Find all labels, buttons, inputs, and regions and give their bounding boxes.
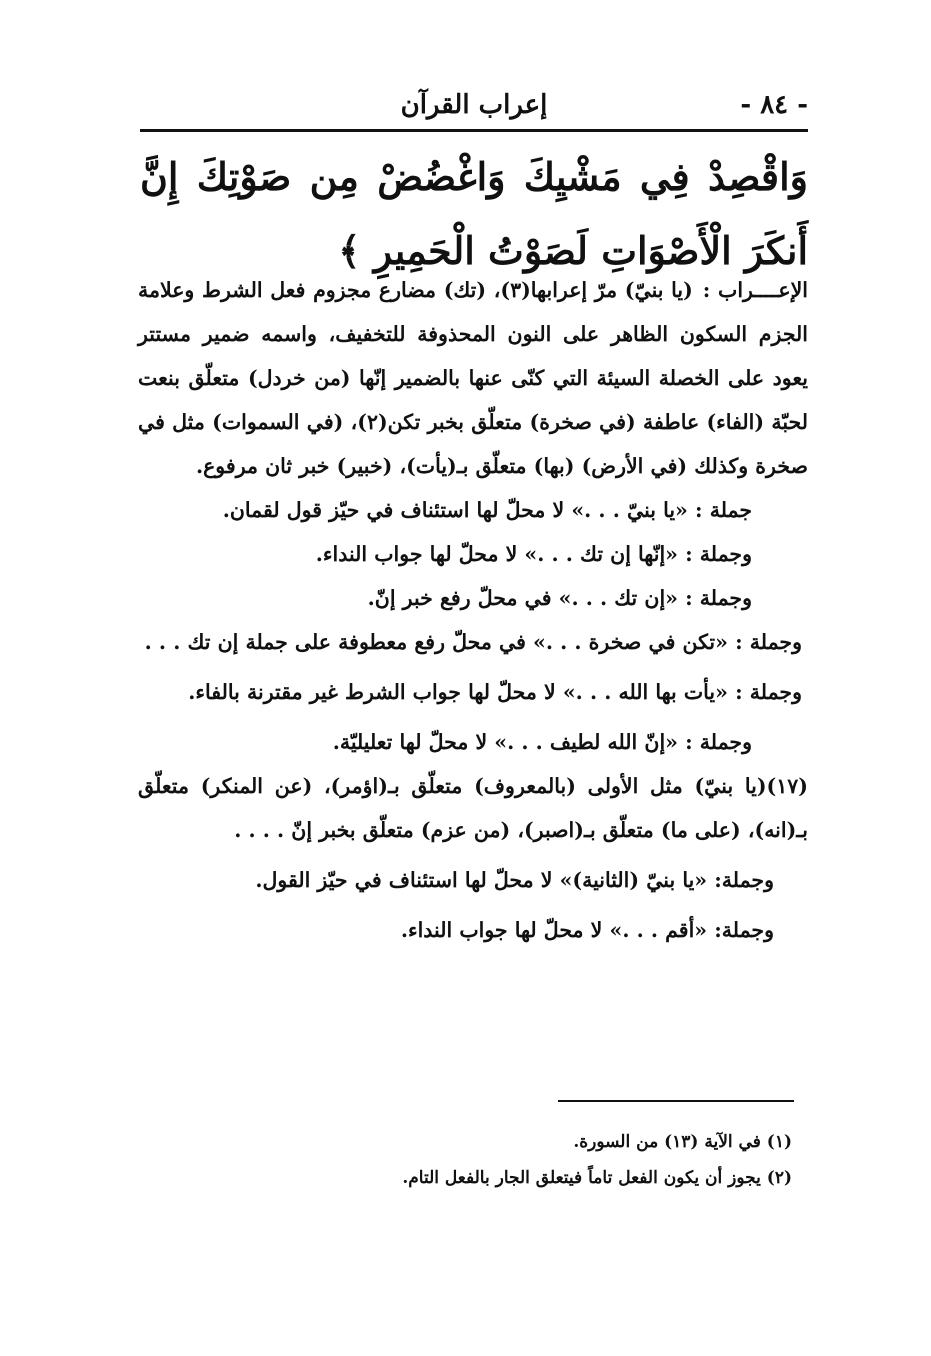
irab-paragraph <box>138 268 808 488</box>
sentence-analysis-4: وجملة : «تكن في صخرة . . .» في محلّ رفع معطوفة على جملة إن تك . . . <box>144 630 802 654</box>
running-title: إعراب القرآن <box>400 90 548 120</box>
footnotes <box>140 1124 800 1196</box>
irab-label: الإعــــراب : <box>702 278 808 302</box>
irab-commentary <box>138 268 808 952</box>
sentence-analysis-7: وجملة: «يا بنيّ (الثانية)» لا محلّ لها استئناف في حيّز القول. <box>255 868 774 892</box>
header-rule <box>140 129 808 132</box>
footnote-1: (١) في الآية (١٣) من السورة. <box>573 1132 792 1152</box>
irab-text: (يا بنيّ) مرّ إعرابها(٣)، (تك) مضارع مجزوم فعل الشرط وعلامة الجزم السكون الظاهر على النون المحذوفة للتخفيف، واسمه ضمير مستتر يعود على الخصلة السيئة التي كنّى عنها بالضمير إنّها (من خردل) متعلّق بنعت لحبّة (الفاء) عاطفة (في صخرة) متعلّق بخبر تكن(٢)، (في السموات) مثل في صخرة وكذلك (في الأرض) (بها) متعلّق بـ(يأت)، (خبير) خبر ثان مرفوع. <box>138 278 808 478</box>
quran-verse: وَاقْصِدْ فِي مَشْيِكَ وَاغْضُضْ مِن صَوْتِكَ إِنَّ أَنكَرَ الْأَصْوَاتِ لَصَوْتُ الْحَمِيرِ ﴾ <box>140 154 808 273</box>
footnote-2: (٢) يجوز أن يكون الفعل تاماً فيتعلق الجار بالفعل التام. <box>402 1168 792 1188</box>
page-header <box>140 86 808 126</box>
sentence-analysis-6: وجملة : «إنّ الله لطيف . . .» لا محلّ لها تعليليّة. <box>332 730 752 754</box>
verse-17-irab: (١٧)(يا بنيّ) مثل الأولى (بالمعروف) متعلّق بـ(اؤمر)، (عن المنكر) متعلّق بـ(انه)، (على ما) متعلّق بـ(اصبر)، (من عزم) متعلّق بخبر إنّ . . . . <box>138 774 808 842</box>
sentence-analysis-5: وجملة : «يأت بها الله . . .» لا محلّ لها جواب الشرط غير مقترنة بالفاء. <box>188 680 802 704</box>
page-number: - ٨٤ - <box>740 90 808 120</box>
sentence-analysis-1: جملة : «يا بنيّ . . .» لا محلّ لها استئناف في حيّز قول لقمان. <box>222 498 752 522</box>
sentence-analysis-3: وجملة : «إن تك . . .» في محلّ رفع خبر إنّ. <box>367 586 752 610</box>
footnote-rule <box>558 1100 794 1102</box>
sentence-analysis-8: وجملة: «أقم . . .» لا محلّ لها جواب النداء. <box>400 918 774 942</box>
sentence-analysis-2: وجملة : «إنّها إن تك . . .» لا محلّ لها جواب النداء. <box>315 542 752 566</box>
